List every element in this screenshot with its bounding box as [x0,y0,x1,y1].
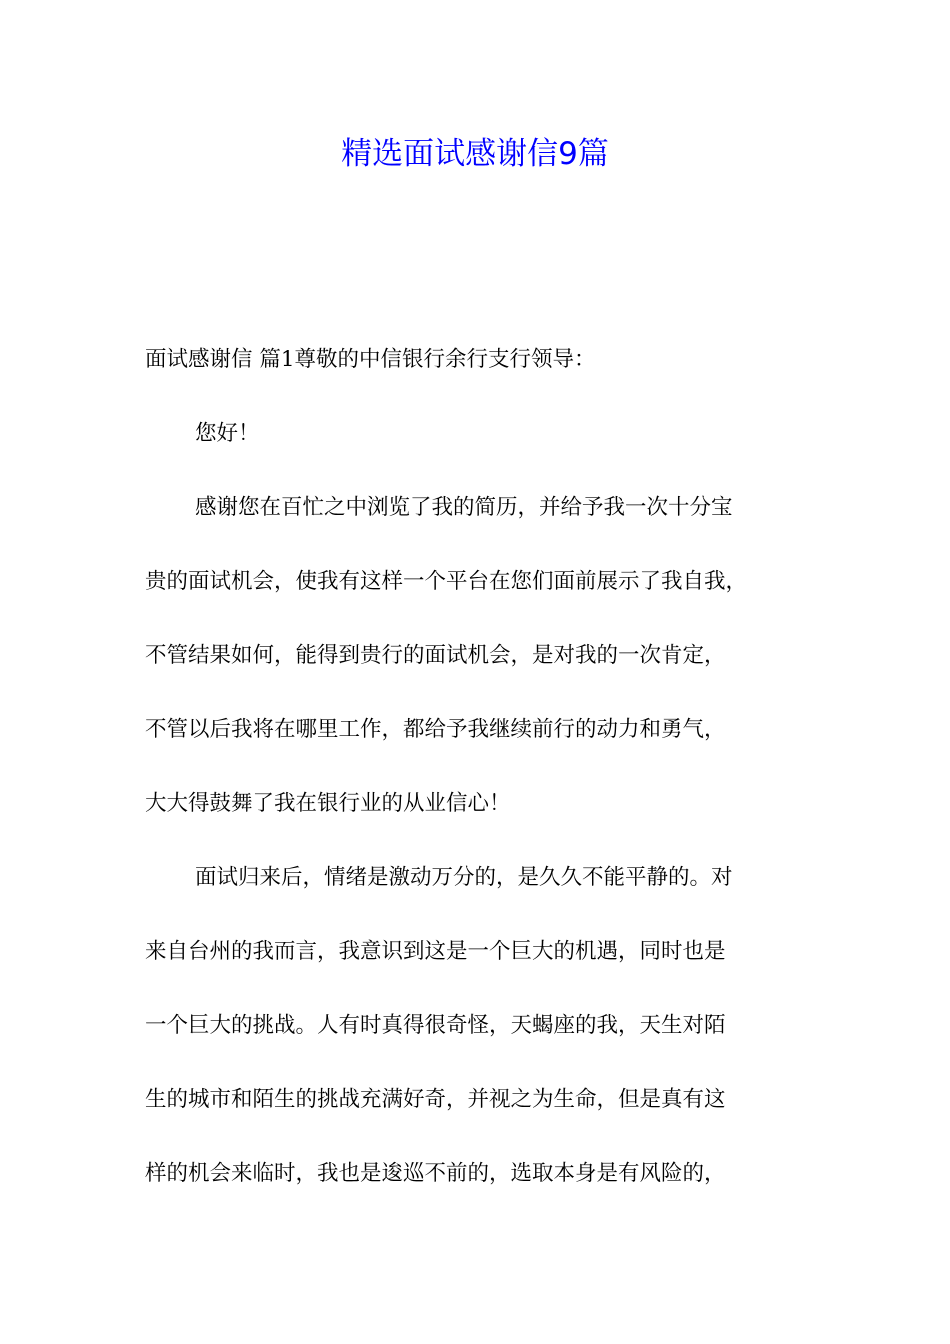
paragraph-line: 来自台州的我而言，我意识到这是一个巨大的机遇，同时也是 [145,939,726,964]
paragraph-line: 生的城市和陌生的挑战充满好奇，并视之为生命，但是真有这 [145,1087,726,1112]
document-title: 精选面试感谢信9篇 [341,136,609,172]
salutation-line: 您好！ [195,421,260,446]
paragraph-line: 不管结果如何，能得到贵行的面试机会，是对我的一次肯定， [145,643,726,668]
paragraph-line: 贵的面试机会，使我有这样一个平台在您们面前展示了我自我， [145,569,748,594]
paragraph-line: 感谢您在百忙之中浏览了我的简历，并给予我一次十分宝 [195,495,733,520]
paragraph-line: 样的机会来临时，我也是逡巡不前的，选取本身是有风险的， [145,1161,726,1186]
paragraph-line: 不管以后我将在哪里工作，都给予我继续前行的动力和勇气， [145,717,726,742]
paragraph-line: 面试归来后，情绪是激动万分的，是久久不能平静的。对 [195,865,733,890]
paragraph-line: 一个巨大的挑战。人有时真得很奇怪，天蝎座的我，天生对陌 [145,1013,726,1038]
paragraph-line: 大大得鼓舞了我在银行业的从业信心！ [145,791,511,816]
letter-body [145,340,835,1228]
greeting-line: 面试感谢信 篇1尊敬的中信银行余行支行领导： [145,347,596,372]
